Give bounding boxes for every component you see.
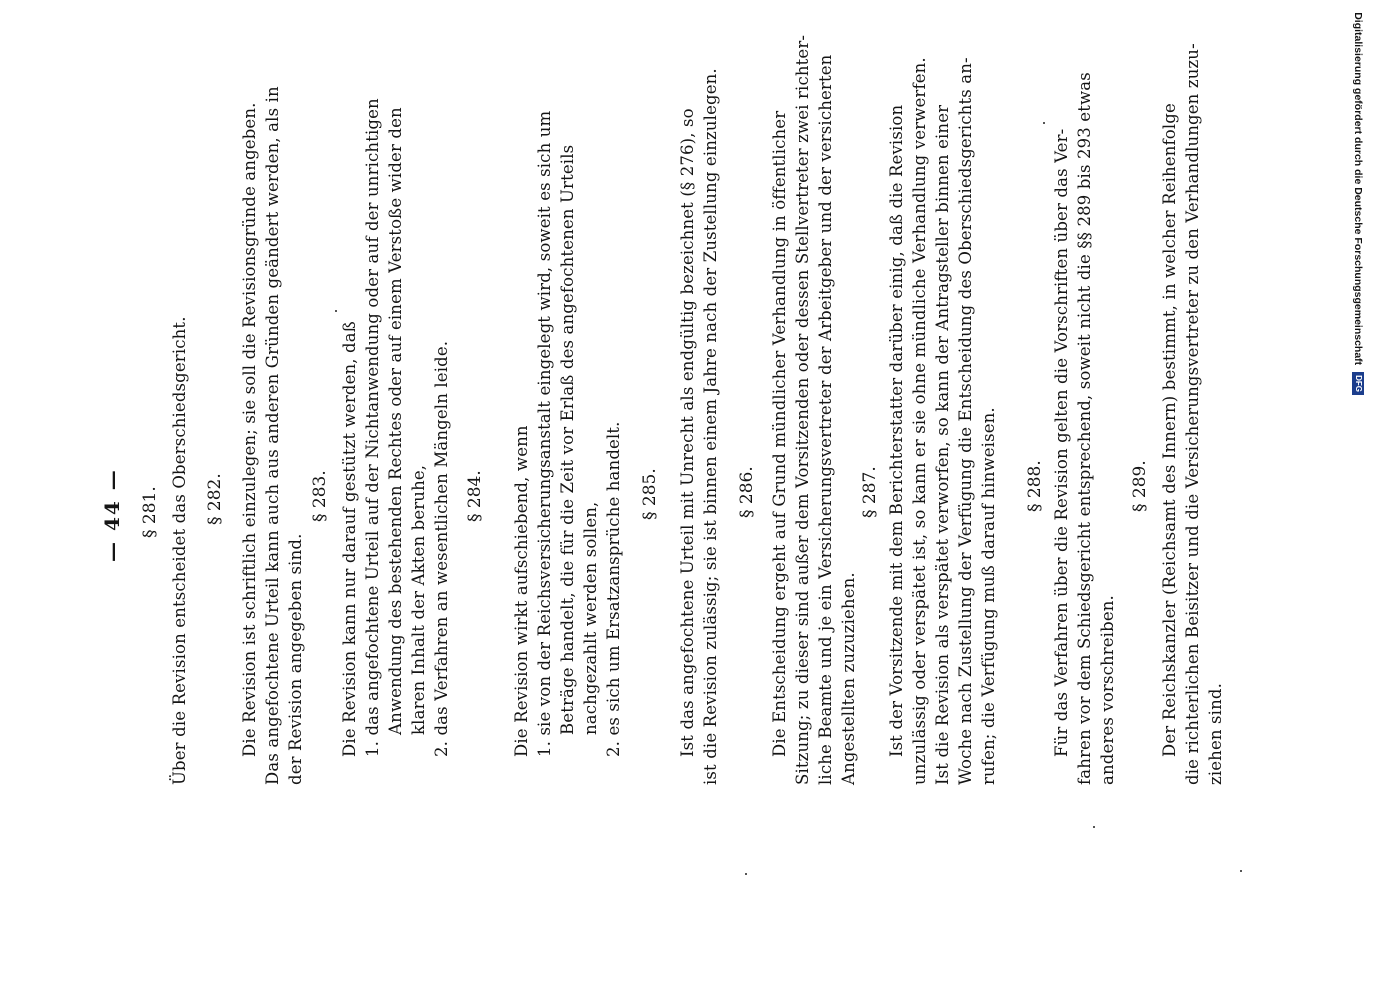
funding-note: Digitalisierung gefördert durch die Deutsche Forschungsgemeinschaft (1352, 12, 1364, 366)
text-line: Beträge handelt, die für die Zeit vor Erlaß des angefochtenen Urteils (558, 144, 577, 735)
section-heading: § 285. (640, 468, 660, 520)
text-line: Angestellten zuzuziehen. (839, 572, 858, 785)
text-line: fahren vor dem Schiedsgericht entsprechend, soweit nicht die §§ 289 bis 293 etwas (1075, 72, 1094, 785)
text-line: der Revision angegeben sind. (286, 533, 305, 785)
text-line: ziehen sind. (1206, 683, 1225, 785)
scan-speck (1043, 122, 1045, 124)
text-line: Sitzung; zu dieser sind außer dem Vorsitzenden oder dessen Stellvertreter zwei richter- (793, 34, 812, 785)
section-heading: § 281. (140, 486, 160, 538)
section-heading: § 288. (1025, 460, 1045, 512)
section-heading: § 284. (465, 470, 485, 522)
text-line: Über die Revision entscheidet das Oberschiedsgericht. (170, 316, 189, 785)
text-line: unzulässig oder verspätet ist, so kann er sie ohne mündliche Verhandlung verwerfen. (910, 57, 929, 785)
text-line: 2. das Verfahren an wesentlichen Mängeln leide. (432, 340, 451, 757)
digitization-note (1347, 10, 1369, 395)
text-line: Ist die Revision als verspätet verworfen, so kann der Antragsteller binnen einer (933, 104, 952, 785)
text-line: 1. das angefochtene Urteil auf der Nichtanwendung oder auf der unrichtigen (363, 98, 382, 757)
section-heading: § 283. (310, 470, 330, 522)
text-line: 2. es sich um Ersatzansprüche handelt. (604, 421, 623, 757)
scan-speck (1093, 826, 1095, 828)
text-line: klaren Inhalt der Akten beruhe, (409, 464, 428, 735)
text-line: Der Reichskanzler (Reichsamt des Innern) bestimmt, in welcher Reihenfolge (1160, 103, 1179, 757)
text-line: liche Beamte und je ein Versicherungsvertreter der Arbeitgeber und der versicherten (816, 54, 835, 785)
text-line: Die Revision kann nur darauf gestützt werden, daß (340, 321, 359, 757)
text-line: nachgezahlt werden sollen, (581, 501, 600, 735)
dfg-logo: DFG (1352, 372, 1364, 395)
text-line: Die Revision ist schriftlich einzulegen; sie soll die Revisionsgründe angeben. (240, 102, 259, 757)
text-line: Ist das angefochtene Urteil mit Unrecht als endgültig bezeichnet (§ 276), so (678, 108, 697, 757)
text-line: Ist der Vorsitzende mit dem Berichterstatter darüber einig, daß die Revision (887, 104, 906, 757)
text-line: Die Entscheidung ergeht auf Grund mündlicher Verhandlung in öffentlicher (770, 110, 789, 757)
text-line: Für das Verfahren über die Revision gelten die Vorschriften über das Ver- (1052, 128, 1071, 757)
section-heading: § 289. (1130, 460, 1150, 512)
text-line: anderes vorschreiben. (1098, 595, 1117, 785)
scan-speck (335, 310, 337, 312)
text-line: die richterlichen Beisitzer und die Versicherungsvertreter zu den Verhandlungen zuzu- (1183, 43, 1202, 785)
text-line: rufen; die Verfügung muß darauf hinweisen. (979, 407, 998, 785)
section-heading: § 286. (737, 466, 757, 518)
text-line: 1. sie von der Reichsversicherungsanstalt eingelegt wird, soweit es sich um (535, 110, 554, 757)
text-line: ist die Revision zulässig; sie ist binnen einem Jahre nach der Zustellung einzulegen. (701, 68, 720, 785)
text-line: Das angefochtene Urteil kann auch aus anderen Gründen geändert werden, als in (263, 86, 282, 785)
text-line: Die Revision wirkt aufschiebend, wenn (512, 425, 531, 757)
scan-speck (1240, 870, 1242, 872)
scan-speck (745, 873, 747, 875)
text-line: Anwendung des bestehenden Rechtes oder auf einem Verstoße wider den (386, 107, 405, 735)
text-line: Woche nach Zustellung der Verfügung die Entscheidung des Oberschiedsgerichts an- (956, 57, 975, 785)
page-number: — 44 — (100, 468, 124, 562)
section-heading: § 282. (205, 473, 225, 525)
section-heading: § 287. (860, 466, 880, 518)
